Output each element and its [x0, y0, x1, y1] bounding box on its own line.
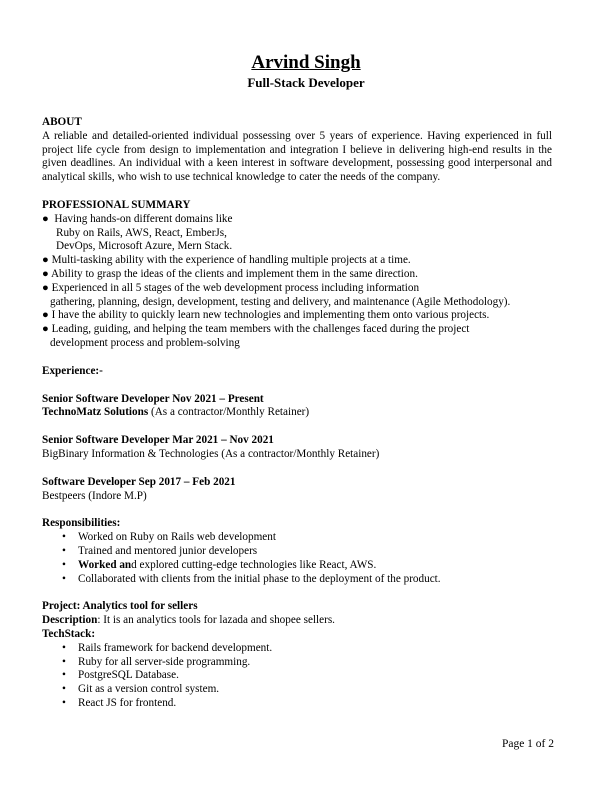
experience-heading: Experience:- [42, 364, 103, 377]
job-title: Senior Software Developer Nov 2021 – Present [42, 392, 264, 405]
about-heading: ABOUT [42, 116, 82, 128]
responsibility-item: • Worked on Ruby on Rails web development [62, 531, 552, 545]
summary-line: gathering, planning, design, development, testing and delivery, and maintenance (Agile Methodology). [50, 295, 511, 308]
description-text: : It is an analytics tools for lazada and shopee sellers. [97, 614, 335, 627]
candidate-name: Arvind Singh [251, 52, 361, 73]
responsibility-text: d explored cutting-edge technologies like React, AWS. [131, 558, 377, 571]
techstack-item: • Git as a version control system. [62, 683, 552, 697]
summary-line: Having hands-on different domains like [54, 212, 233, 225]
responsibility-item: • Trained and mentored junior developers [62, 545, 552, 559]
about-text: A reliable and detailed-oriented individual possessing over 5 years of experience. Having experienced in full project life cycle from design to implementation and integration I believe in delivering high-end results in the given deadlines. An individual with a keen interest in software development, possessing good interpersonal and analytical skills, who wish to use technical knowledge to cater the needs of the company. [42, 129, 552, 184]
summary-line: Ability to grasp the ideas of the clients and implement them in the same direction. [50, 267, 418, 280]
techstack-list [42, 642, 552, 711]
bullet-icon: ● [42, 323, 49, 336]
techstack-heading: TechStack: [42, 627, 96, 640]
job-company: Bestpeers (Indore M.P) [42, 489, 147, 502]
summary-line: Leading, guiding, and helping the team members with the challenges faced during the project [51, 323, 470, 336]
techstack-item: • React JS for frontend. [62, 697, 552, 711]
job-title: Senior Software Developer Mar 2021 – Nov 2021 [42, 434, 274, 447]
job-entry [42, 476, 552, 504]
summary-item [42, 254, 552, 268]
techstack-item: • PostgreSQL Database. [62, 669, 552, 683]
responsibilities-list [42, 531, 552, 586]
bullet-icon: ● [42, 309, 49, 322]
bullet-icon: ● [42, 267, 49, 280]
resume-body [42, 116, 552, 711]
summary-list [42, 213, 552, 351]
project-heading: Project: Analytics tool for sellers [42, 600, 198, 613]
responsibility-item [62, 559, 552, 573]
job-entry [42, 393, 552, 421]
bullet-icon: ● [42, 281, 49, 294]
bullet-icon: ● [42, 254, 49, 267]
responsibility-item: • Collaborated with clients from the initial phase to the deployment of the product. [62, 573, 552, 587]
summary-item [42, 309, 552, 323]
summary-item [42, 282, 552, 310]
summary-line: Experienced in all 5 stages of the web development process including information [51, 281, 420, 294]
responsibilities-heading: Responsibilities: [42, 517, 121, 530]
page-number: Page 1 of 2 [501, 738, 554, 750]
summary-item [42, 213, 552, 254]
job-company: BigBinary Information & Technologies (As a contractor/Monthly Retainer) [42, 447, 380, 460]
job-note: (As a contractor/Monthly Retainer) [148, 406, 310, 419]
responsibility-bold: Worked an [78, 558, 132, 571]
project-description [42, 614, 552, 628]
summary-line: DevOps, Microsoft Azure, Mern Stack. [56, 240, 233, 253]
summary-line: Multi-tasking ability with the experience of handling multiple projects at a time. [51, 254, 411, 267]
description-label: Description [42, 614, 98, 627]
summary-line: development process and problem-solving [50, 336, 240, 349]
techstack-item: • Ruby for all server-side programming. [62, 656, 552, 670]
job-company: TechnoMatz Solutions [42, 406, 149, 419]
job-entry [42, 434, 552, 462]
summary-item [42, 323, 552, 351]
summary-heading: PROFESSIONAL SUMMARY [42, 198, 191, 211]
job-title: Software Developer Sep 2017 – Feb 2021 [42, 475, 236, 488]
job-company-line [42, 406, 552, 420]
summary-item [42, 268, 552, 282]
candidate-title: Full-Stack Developer [247, 75, 365, 90]
bullet-icon: ● [42, 212, 49, 225]
techstack-item: • Rails framework for backend development. [62, 642, 552, 656]
summary-line: I have the ability to quickly learn new technologies and implementing them onto various projects. [51, 309, 490, 322]
summary-line: Ruby on Rails, AWS, React, EmberJs, [56, 226, 227, 239]
